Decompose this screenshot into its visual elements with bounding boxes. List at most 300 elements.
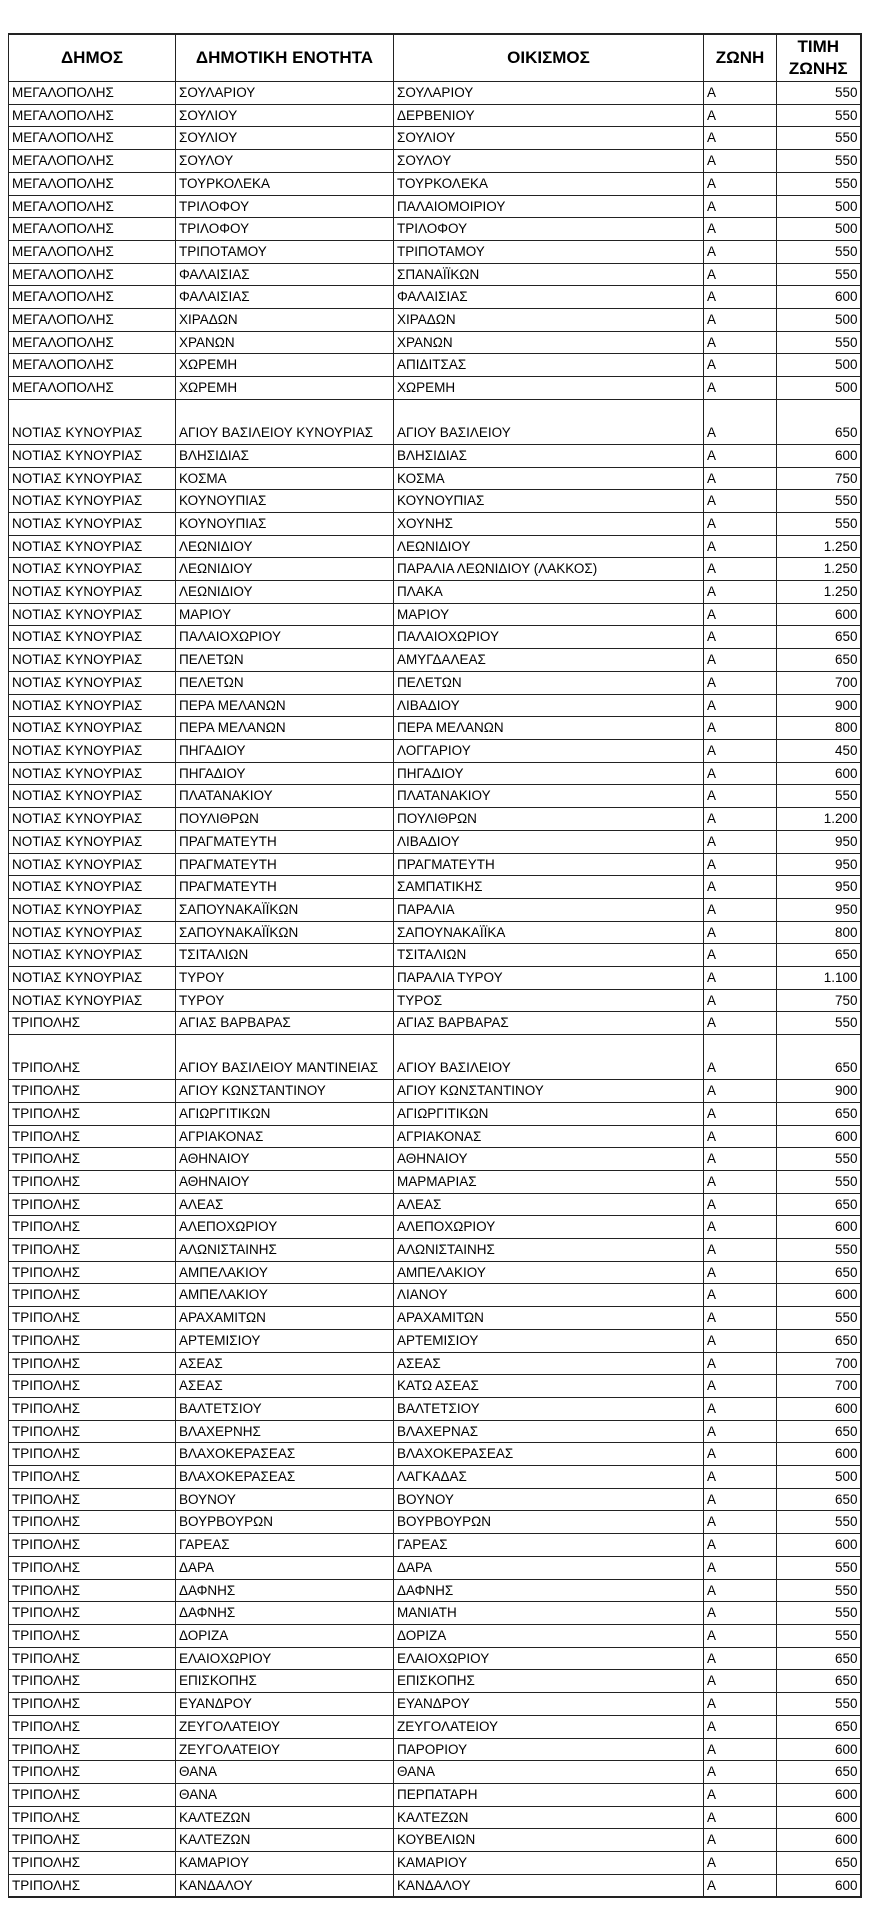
cell-dimos: ΤΡΙΠΟΛΗΣ [9,1125,176,1148]
table-row [9,921,861,944]
left-border-stub [0,33,8,1913]
cell-timi: 650 [777,1193,861,1216]
table-row [9,1170,861,1193]
cell-dimos: ΤΡΙΠΟΛΗΣ [9,1670,176,1693]
cell-oikismos: ΕΛΑΙΟΧΩΡΙΟΥ [394,1647,704,1670]
cell-timi: 950 [777,876,861,899]
cell-zoni: Α [704,1125,777,1148]
table-row [9,286,861,309]
cell-timi: 700 [777,1375,861,1398]
cell-zoni: Α [704,127,777,150]
cell-dimos: ΤΡΙΠΟΛΗΣ [9,1647,176,1670]
cell-zoni: Α [704,898,777,921]
table-row [9,1035,861,1080]
cell-timi: 650 [777,1329,861,1352]
cell-zoni: Α [704,1715,777,1738]
cell-zoni: Α [704,739,777,762]
cell-zoni: Α [704,989,777,1012]
cell-zoni: Α [704,331,777,354]
cell-enotita: ΣΑΠΟΥΝΑΚΑΪΪΚΩΝ [176,898,394,921]
cell-enotita: ΒΟΥΝΟΥ [176,1488,394,1511]
table-row [9,876,861,899]
table-row [9,967,861,990]
cell-timi: 550 [777,1170,861,1193]
table-row [9,172,861,195]
table-row [9,1783,861,1806]
cell-dimos: ΝΟΤΙΑΣ ΚΥΝΟΥΡΙΑΣ [9,558,176,581]
cell-dimos: ΤΡΙΠΟΛΗΣ [9,1738,176,1761]
cell-zoni: Α [704,1193,777,1216]
cell-enotita: ΧΩΡΕΜΗ [176,354,394,377]
cell-dimos: ΝΟΤΙΑΣ ΚΥΝΟΥΡΙΑΣ [9,512,176,535]
table-row [9,150,861,173]
table-row [9,1852,861,1875]
cell-dimos: ΜΕΓΑΛΟΠΟΛΗΣ [9,195,176,218]
cell-oikismos: ΚΟΥΝΟΥΠΙΑΣ [394,490,704,513]
table-row [9,1193,861,1216]
cell-oikismos: ΚΑΝΔΑΛΟΥ [394,1874,704,1897]
cell-dimos: ΝΟΤΙΑΣ ΚΥΝΟΥΡΙΑΣ [9,830,176,853]
cell-enotita: ΑΓΙΟΥ ΚΩΝΣΤΑΝΤΙΝΟΥ [176,1080,394,1103]
table-row [9,377,861,400]
cell-timi: 600 [777,1534,861,1557]
cell-timi: 1.200 [777,808,861,831]
cell-enotita: ΧΙΡΑΔΩΝ [176,309,394,332]
table-row [9,1647,861,1670]
column-header-timi: ΤΙΜΗ ΖΩΝΗΣ [777,34,861,82]
cell-timi: 650 [777,649,861,672]
cell-zoni: Α [704,1375,777,1398]
cell-dimos: ΜΕΓΑΛΟΠΟΛΗΣ [9,309,176,332]
cell-oikismos: ΤΟΥΡΚΟΛΕΚΑ [394,172,704,195]
cell-zoni: Α [704,1261,777,1284]
table-row [9,1420,861,1443]
cell-zoni: Α [704,1284,777,1307]
cell-zoni: Α [704,921,777,944]
cell-enotita: ΔΑΦΝΗΣ [176,1579,394,1602]
cell-dimos: ΤΡΙΠΟΛΗΣ [9,1035,176,1080]
cell-dimos: ΤΡΙΠΟΛΗΣ [9,1193,176,1216]
table-row [9,82,861,105]
cell-dimos: ΜΕΓΑΛΟΠΟΛΗΣ [9,263,176,286]
cell-oikismos: ΑΓΙΟΥ ΒΑΣΙΛΕΙΟΥ [394,399,704,444]
cell-zoni: Α [704,853,777,876]
cell-enotita: ΦΑΛΑΙΣΙΑΣ [176,286,394,309]
cell-zoni: Α [704,377,777,400]
cell-timi: 600 [777,603,861,626]
table-row [9,626,861,649]
cell-enotita: ΖΕΥΓΟΛΑΤΕΙΟΥ [176,1715,394,1738]
table-row [9,1397,861,1420]
table-row [9,331,861,354]
table-row [9,467,861,490]
cell-enotita: ΚΟΣΜΑ [176,467,394,490]
cell-timi: 650 [777,626,861,649]
cell-timi: 600 [777,286,861,309]
cell-oikismos: ΚΟΣΜΑ [394,467,704,490]
cell-timi: 600 [777,1806,861,1829]
cell-enotita: ΠΕΛΕΤΩΝ [176,649,394,672]
cell-enotita: ΠΛΑΤΑΝΑΚΙΟΥ [176,785,394,808]
cell-zoni: Α [704,1874,777,1897]
cell-zoni: Α [704,490,777,513]
cell-oikismos: ΚΑΜΑΡΙΟΥ [394,1852,704,1875]
cell-dimos: ΤΡΙΠΟΛΗΣ [9,1625,176,1648]
cell-timi: 750 [777,989,861,1012]
cell-enotita: ΔΟΡΙΖΑ [176,1625,394,1648]
cell-zoni: Α [704,1170,777,1193]
cell-oikismos: ΧΩΡΕΜΗ [394,377,704,400]
cell-timi: 600 [777,1783,861,1806]
cell-timi: 550 [777,1602,861,1625]
cell-timi: 600 [777,444,861,467]
cell-dimos: ΝΟΤΙΑΣ ΚΥΝΟΥΡΙΑΣ [9,444,176,467]
cell-zoni: Α [704,671,777,694]
cell-oikismos: ΠΕΡΑ ΜΕΛΑΝΩΝ [394,717,704,740]
cell-zoni: Α [704,82,777,105]
cell-enotita: ΚΟΥΝΟΥΠΙΑΣ [176,490,394,513]
cell-timi: 600 [777,1216,861,1239]
cell-timi: 550 [777,785,861,808]
cell-zoni: Α [704,172,777,195]
cell-oikismos: ΧΙΡΑΔΩΝ [394,309,704,332]
cell-oikismos: ΦΑΛΑΙΣΙΑΣ [394,286,704,309]
cell-dimos: ΝΟΤΙΑΣ ΚΥΝΟΥΡΙΑΣ [9,535,176,558]
table-row [9,1466,861,1489]
cell-enotita: ΑΣΕΑΣ [176,1375,394,1398]
table-row [9,898,861,921]
cell-zoni: Α [704,1625,777,1648]
cell-dimos: ΝΟΤΙΑΣ ΚΥΝΟΥΡΙΑΣ [9,649,176,672]
cell-dimos: ΝΟΤΙΑΣ ΚΥΝΟΥΡΙΑΣ [9,467,176,490]
cell-dimos: ΜΕΓΑΛΟΠΟΛΗΣ [9,377,176,400]
cell-zoni: Α [704,1329,777,1352]
cell-dimos: ΤΡΙΠΟΛΗΣ [9,1579,176,1602]
cell-oikismos: ΤΥΡΟΣ [394,989,704,1012]
cell-timi: 600 [777,762,861,785]
cell-dimos: ΤΡΙΠΟΛΗΣ [9,1148,176,1171]
zone-price-table [8,33,862,1898]
cell-zoni: Α [704,808,777,831]
cell-oikismos: ΚΑΤΩ ΑΣΕΑΣ [394,1375,704,1398]
cell-timi: 550 [777,1693,861,1716]
table-row [9,1102,861,1125]
cell-zoni: Α [704,240,777,263]
table-row [9,104,861,127]
cell-zoni: Α [704,218,777,241]
cell-timi: 550 [777,331,861,354]
cell-timi: 650 [777,1420,861,1443]
cell-zoni: Α [704,1511,777,1534]
cell-oikismos: ΑΛΩΝΙΣΤΑΙΝΗΣ [394,1239,704,1262]
cell-enotita: ΣΟΥΛΙΟΥ [176,104,394,127]
cell-dimos: ΝΟΤΙΑΣ ΚΥΝΟΥΡΙΑΣ [9,967,176,990]
cell-enotita: ΣΑΠΟΥΝΑΚΑΪΪΚΩΝ [176,921,394,944]
cell-timi: 650 [777,1670,861,1693]
table-row [9,1806,861,1829]
cell-enotita: ΒΟΥΡΒΟΥΡΩΝ [176,1511,394,1534]
cell-dimos: ΤΡΙΠΟΛΗΣ [9,1284,176,1307]
cell-oikismos: ΒΛΗΣΙΔΙΑΣ [394,444,704,467]
cell-zoni: Α [704,1534,777,1557]
cell-timi: 600 [777,1284,861,1307]
table-row [9,1693,861,1716]
cell-timi: 550 [777,1148,861,1171]
cell-timi: 1.250 [777,535,861,558]
cell-timi: 550 [777,240,861,263]
table-row [9,1738,861,1761]
table-row [9,1829,861,1852]
cell-dimos: ΝΟΤΙΑΣ ΚΥΝΟΥΡΙΑΣ [9,898,176,921]
cell-enotita: ΠΗΓΑΔΙΟΥ [176,739,394,762]
cell-enotita: ΘΑΝΑ [176,1783,394,1806]
cell-oikismos: ΠΑΡΑΛΙΑ [394,898,704,921]
cell-enotita: ΑΡΑΧΑΜΙΤΩΝ [176,1307,394,1330]
cell-dimos: ΝΟΤΙΑΣ ΚΥΝΟΥΡΙΑΣ [9,671,176,694]
cell-zoni: Α [704,694,777,717]
cell-enotita: ΤΡΙΛΟΦΟΥ [176,195,394,218]
cell-timi: 900 [777,1080,861,1103]
cell-dimos: ΤΡΙΠΟΛΗΣ [9,1216,176,1239]
cell-zoni: Α [704,830,777,853]
zone-price-table-sheet [8,33,860,1898]
cell-oikismos: ΑΘΗΝΑΙΟΥ [394,1148,704,1171]
cell-dimos: ΜΕΓΑΛΟΠΟΛΗΣ [9,104,176,127]
cell-oikismos: ΑΓΙΑΣ ΒΑΡΒΑΡΑΣ [394,1012,704,1035]
cell-dimos: ΜΕΓΑΛΟΠΟΛΗΣ [9,150,176,173]
cell-enotita: ΛΕΩΝΙΔΙΟΥ [176,535,394,558]
cell-oikismos: ΑΠΙΔΙΤΣΑΣ [394,354,704,377]
cell-zoni: Α [704,512,777,535]
cell-dimos: ΤΡΙΠΟΛΗΣ [9,1375,176,1398]
cell-dimos: ΝΟΤΙΑΣ ΚΥΝΟΥΡΙΑΣ [9,785,176,808]
cell-timi: 800 [777,717,861,740]
cell-dimos: ΤΡΙΠΟΛΗΣ [9,1874,176,1897]
cell-enotita: ΒΛΑΧΕΡΝΗΣ [176,1420,394,1443]
cell-zoni: Α [704,104,777,127]
cell-zoni: Α [704,1806,777,1829]
table-row [9,1443,861,1466]
cell-dimos: ΝΟΤΙΑΣ ΚΥΝΟΥΡΙΑΣ [9,603,176,626]
cell-oikismos: ΔΟΡΙΖΑ [394,1625,704,1648]
table-row [9,240,861,263]
cell-dimos: ΤΡΙΠΟΛΗΣ [9,1556,176,1579]
cell-dimos: ΝΟΤΙΑΣ ΚΥΝΟΥΡΙΑΣ [9,739,176,762]
cell-oikismos: ΑΓΙΟΥ ΒΑΣΙΛΕΙΟΥ [394,1035,704,1080]
cell-zoni: Α [704,1443,777,1466]
cell-oikismos: ΠΟΥΛΙΘΡΩΝ [394,808,704,831]
cell-dimos: ΤΡΙΠΟΛΗΣ [9,1080,176,1103]
cell-enotita: ΚΑΛΤΕΖΩΝ [176,1829,394,1852]
cell-timi: 500 [777,309,861,332]
cell-dimos: ΜΕΓΑΛΟΠΟΛΗΣ [9,218,176,241]
cell-oikismos: ΖΕΥΓΟΛΑΤΕΙΟΥ [394,1715,704,1738]
cell-dimos: ΝΟΤΙΑΣ ΚΥΝΟΥΡΙΑΣ [9,876,176,899]
cell-dimos: ΤΡΙΠΟΛΗΣ [9,1693,176,1716]
cell-dimos: ΤΡΙΠΟΛΗΣ [9,1761,176,1784]
cell-timi: 650 [777,1261,861,1284]
table-row [9,218,861,241]
cell-enotita: ΠΕΛΕΤΩΝ [176,671,394,694]
cell-timi: 550 [777,1579,861,1602]
cell-dimos: ΝΟΤΙΑΣ ΚΥΝΟΥΡΙΑΣ [9,944,176,967]
cell-timi: 600 [777,1874,861,1897]
table-row [9,581,861,604]
cell-oikismos: ΣΠΑΝΑΪΪΚΩΝ [394,263,704,286]
cell-timi: 650 [777,1761,861,1784]
cell-enotita: ΤΥΡΟΥ [176,989,394,1012]
cell-dimos: ΤΡΙΠΟΛΗΣ [9,1420,176,1443]
cell-dimos: ΝΟΤΙΑΣ ΚΥΝΟΥΡΙΑΣ [9,853,176,876]
cell-enotita: ΑΓΙΟΥ ΒΑΣΙΛΕΙΟΥ ΜΑΝΤΙΝΕΙΑΣ [176,1035,394,1080]
cell-dimos: ΜΕΓΑΛΟΠΟΛΗΣ [9,127,176,150]
cell-enotita: ΧΩΡΕΜΗ [176,377,394,400]
cell-oikismos: ΓΑΡΕΑΣ [394,1534,704,1557]
table-row [9,1715,861,1738]
cell-oikismos: ΠΑΛΑΙΟΜΟΙΡΙΟΥ [394,195,704,218]
table-row [9,762,861,785]
cell-dimos: ΜΕΓΑΛΟΠΟΛΗΣ [9,240,176,263]
cell-zoni: Α [704,1012,777,1035]
cell-timi: 650 [777,1102,861,1125]
table-row [9,694,861,717]
cell-enotita: ΠΟΥΛΙΘΡΩΝ [176,808,394,831]
cell-zoni: Α [704,1352,777,1375]
table-row [9,195,861,218]
table-row [9,808,861,831]
cell-timi: 600 [777,1829,861,1852]
cell-oikismos: ΒΟΥΝΟΥ [394,1488,704,1511]
cell-dimos: ΤΡΙΠΟΛΗΣ [9,1443,176,1466]
cell-zoni: Α [704,1420,777,1443]
cell-dimos: ΤΡΙΠΟΛΗΣ [9,1806,176,1829]
cell-timi: 1.250 [777,558,861,581]
cell-oikismos: ΤΡΙΛΟΦΟΥ [394,218,704,241]
table-row [9,1125,861,1148]
cell-oikismos: ΔΕΡΒΕΝΙΟΥ [394,104,704,127]
cell-zoni: Α [704,581,777,604]
cell-oikismos: ΠΑΡΑΛΙΑ ΤΥΡΟΥ [394,967,704,990]
cell-enotita: ΚΟΥΝΟΥΠΙΑΣ [176,512,394,535]
cell-timi: 500 [777,1466,861,1489]
cell-oikismos: ΛΕΩΝΙΔΙΟΥ [394,535,704,558]
cell-timi: 650 [777,1035,861,1080]
cell-dimos: ΜΕΓΑΛΟΠΟΛΗΣ [9,354,176,377]
cell-timi: 650 [777,399,861,444]
cell-zoni: Α [704,1080,777,1103]
cell-enotita: ΕΛΑΙΟΧΩΡΙΟΥ [176,1647,394,1670]
cell-enotita: ΠΡΑΓΜΑΤΕΥΤΗ [176,830,394,853]
cell-zoni: Α [704,1307,777,1330]
table-row [9,535,861,558]
table-row [9,399,861,444]
table-row [9,649,861,672]
cell-enotita: ΚΑΜΑΡΙΟΥ [176,1852,394,1875]
cell-enotita: ΠΗΓΑΔΙΟΥ [176,762,394,785]
cell-timi: 550 [777,150,861,173]
cell-oikismos: ΚΟΥΒΕΛΙΩΝ [394,1829,704,1852]
cell-oikismos: ΣΟΥΛΟΥ [394,150,704,173]
table-row [9,830,861,853]
cell-enotita: ΚΑΛΤΕΖΩΝ [176,1806,394,1829]
cell-oikismos: ΠΑΛΑΙΟΧΩΡΙΟΥ [394,626,704,649]
cell-oikismos: ΑΓΙΩΡΓΙΤΙΚΩΝ [394,1102,704,1125]
cell-timi: 550 [777,104,861,127]
cell-enotita: ΛΕΩΝΙΔΙΟΥ [176,558,394,581]
cell-oikismos: ΕΠΙΣΚΟΠΗΣ [394,1670,704,1693]
cell-dimos: ΤΡΙΠΟΛΗΣ [9,1352,176,1375]
cell-enotita: ΣΟΥΛΑΡΙΟΥ [176,82,394,105]
cell-oikismos: ΛΙΒΑΔΙΟΥ [394,830,704,853]
cell-oikismos: ΑΜΠΕΛΑΚΙΟΥ [394,1261,704,1284]
table-row [9,490,861,513]
cell-enotita: ΠΑΛΑΙΟΧΩΡΙΟΥ [176,626,394,649]
cell-zoni: Α [704,1693,777,1716]
cell-timi: 500 [777,354,861,377]
cell-enotita: ΤΡΙΛΟΦΟΥ [176,218,394,241]
cell-timi: 600 [777,1125,861,1148]
cell-oikismos: ΧΟΥΝΗΣ [394,512,704,535]
cell-timi: 1.100 [777,967,861,990]
cell-enotita: ΑΓΙΟΥ ΒΑΣΙΛΕΙΟΥ ΚΥΝΟΥΡΙΑΣ [176,399,394,444]
cell-enotita: ΤΟΥΡΚΟΛΕΚΑ [176,172,394,195]
cell-oikismos: ΛΑΓΚΑΔΑΣ [394,1466,704,1489]
table-row [9,717,861,740]
cell-timi: 450 [777,739,861,762]
cell-zoni: Α [704,1761,777,1784]
cell-dimos: ΝΟΤΙΑΣ ΚΥΝΟΥΡΙΑΣ [9,490,176,513]
cell-oikismos: ΣΟΥΛΙΟΥ [394,127,704,150]
cell-timi: 550 [777,127,861,150]
cell-enotita: ΑΛΕΠΟΧΩΡΙΟΥ [176,1216,394,1239]
cell-enotita: ΤΥΡΟΥ [176,967,394,990]
cell-enotita: ΤΡΙΠΟΤΑΜΟΥ [176,240,394,263]
cell-zoni: Α [704,1148,777,1171]
cell-enotita: ΔΑΦΝΗΣ [176,1602,394,1625]
cell-enotita: ΘΑΝΑ [176,1761,394,1784]
cell-oikismos: ΜΑΡΜΑΡΙΑΣ [394,1170,704,1193]
cell-dimos: ΤΡΙΠΟΛΗΣ [9,1783,176,1806]
table-row [9,671,861,694]
cell-dimos: ΝΟΤΙΑΣ ΚΥΝΟΥΡΙΑΣ [9,921,176,944]
cell-dimos: ΤΡΙΠΟΛΗΣ [9,1488,176,1511]
cell-oikismos: ΑΡΑΧΑΜΙΤΩΝ [394,1307,704,1330]
cell-oikismos: ΛΙΑΝΟΥ [394,1284,704,1307]
column-header-oikismos: ΟΙΚΙΣΜΟΣ [394,34,704,82]
cell-timi: 550 [777,1307,861,1330]
cell-zoni: Α [704,649,777,672]
cell-timi: 750 [777,467,861,490]
cell-dimos: ΜΕΓΑΛΟΠΟΛΗΣ [9,286,176,309]
cell-timi: 650 [777,1715,861,1738]
cell-zoni: Α [704,1579,777,1602]
cell-dimos: ΝΟΤΙΑΣ ΚΥΝΟΥΡΙΑΣ [9,399,176,444]
cell-zoni: Α [704,626,777,649]
cell-dimos: ΜΕΓΑΛΟΠΟΛΗΣ [9,172,176,195]
table-row [9,354,861,377]
cell-timi: 950 [777,853,861,876]
table-row [9,1329,861,1352]
cell-oikismos: ΠΕΡΠΑΤΑΡΗ [394,1783,704,1806]
cell-dimos: ΝΟΤΙΑΣ ΚΥΝΟΥΡΙΑΣ [9,581,176,604]
cell-zoni: Α [704,1488,777,1511]
cell-oikismos: ΜΑΝΙΑΤΗ [394,1602,704,1625]
table-row [9,263,861,286]
cell-enotita: ΑΘΗΝΑΙΟΥ [176,1148,394,1171]
cell-oikismos: ΒΛΑΧΟΚΕΡΑΣΕΑΣ [394,1443,704,1466]
table-row [9,1602,861,1625]
table-row [9,127,861,150]
